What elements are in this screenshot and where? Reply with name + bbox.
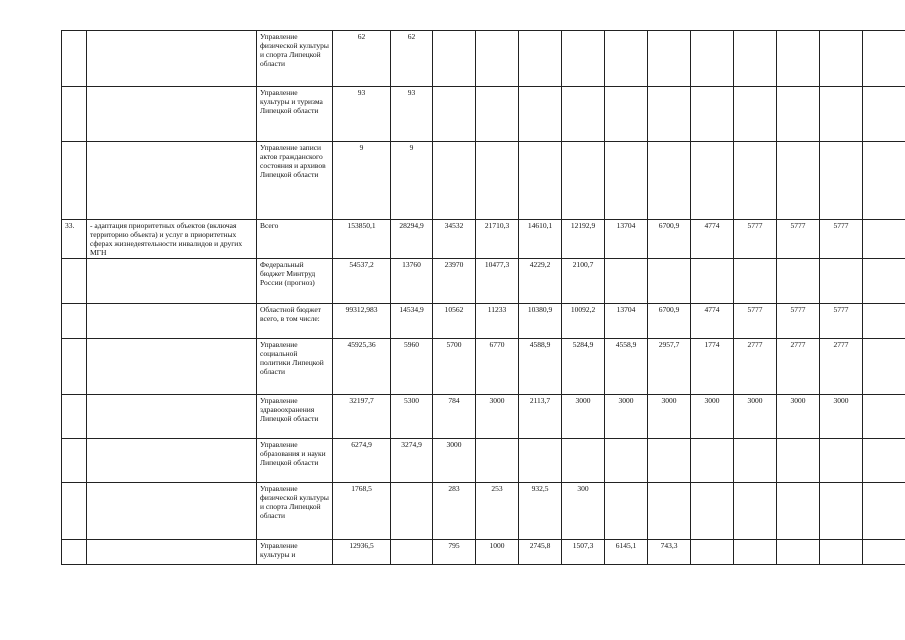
value-cell: 23970: [433, 259, 476, 304]
value-cell: 3274,9: [391, 439, 433, 483]
measure-cell: [87, 87, 257, 142]
row-number-cell: [62, 540, 87, 565]
funding-source-cell: Управление образования и науки Липецкой области: [257, 439, 333, 483]
value-cell: 1768,5: [333, 483, 391, 540]
table-row: [62, 339, 905, 395]
value-cell: 3000: [562, 395, 605, 439]
value-cell: 10477,3: [476, 259, 519, 304]
value-cell: 13760: [391, 259, 433, 304]
value-cell: [391, 540, 433, 565]
value-cell: [820, 540, 863, 565]
funding-source-cell: Управление записи актов гражданского состояния и архивов Липецкой области: [257, 142, 333, 220]
value-cell: [562, 87, 605, 142]
measure-cell: - адаптация приоритетных объектов (включая территорию объекта) и услуг в приоритетных сферах жизнедеятельности инвалидов и других МГН: [87, 220, 257, 259]
table-row: [62, 87, 905, 142]
empty-cell: [863, 142, 905, 220]
value-cell: [433, 31, 476, 87]
value-cell: 10092,2: [562, 304, 605, 339]
value-cell: 3000: [820, 395, 863, 439]
empty-cell: [863, 87, 905, 142]
table-row: [62, 259, 905, 304]
measure-cell: [87, 31, 257, 87]
value-cell: 28294,9: [391, 220, 433, 259]
value-cell: 4588,9: [519, 339, 562, 395]
funding-source-cell: Всего: [257, 220, 333, 259]
table-row: [62, 540, 905, 565]
empty-cell: [863, 339, 905, 395]
value-cell: 795: [433, 540, 476, 565]
value-cell: 9: [391, 142, 433, 220]
value-cell: [605, 439, 648, 483]
value-cell: 4558,9: [605, 339, 648, 395]
row-number-cell: 33.: [62, 220, 87, 259]
value-cell: 45925,36: [333, 339, 391, 395]
funding-source-cell: Управление здравоохранения Липецкой области: [257, 395, 333, 439]
row-number-cell: [62, 304, 87, 339]
value-cell: 4774: [691, 220, 734, 259]
value-cell: 3000: [648, 395, 691, 439]
value-cell: [605, 142, 648, 220]
value-cell: 5777: [777, 304, 820, 339]
measure-cell: [87, 439, 257, 483]
value-cell: [648, 439, 691, 483]
value-cell: [691, 439, 734, 483]
value-cell: 784: [433, 395, 476, 439]
value-cell: 3000: [476, 395, 519, 439]
empty-cell: [863, 31, 905, 87]
value-cell: 2100,7: [562, 259, 605, 304]
value-cell: 13704: [605, 304, 648, 339]
value-cell: [820, 87, 863, 142]
value-cell: [605, 259, 648, 304]
value-cell: 283: [433, 483, 476, 540]
value-cell: 14610,1: [519, 220, 562, 259]
value-cell: [562, 31, 605, 87]
value-cell: [691, 142, 734, 220]
value-cell: 5300: [391, 395, 433, 439]
value-cell: 13704: [605, 220, 648, 259]
funding-source-cell: Областной бюджет всего, в том числе:: [257, 304, 333, 339]
value-cell: 1000: [476, 540, 519, 565]
value-cell: 932,5: [519, 483, 562, 540]
table-row: [62, 483, 905, 540]
funding-source-cell: Управление социальной политики Липецкой области: [257, 339, 333, 395]
value-cell: 2745,8: [519, 540, 562, 565]
value-cell: 1507,3: [562, 540, 605, 565]
value-cell: [605, 31, 648, 87]
value-cell: 3000: [605, 395, 648, 439]
value-cell: 3000: [734, 395, 777, 439]
value-cell: [734, 439, 777, 483]
table-row: [62, 439, 905, 483]
value-cell: 6145,1: [605, 540, 648, 565]
value-cell: 12192,9: [562, 220, 605, 259]
value-cell: 11233: [476, 304, 519, 339]
value-cell: 32197,7: [333, 395, 391, 439]
value-cell: 300: [562, 483, 605, 540]
value-cell: [777, 259, 820, 304]
value-cell: [777, 31, 820, 87]
value-cell: [605, 87, 648, 142]
row-number-cell: [62, 395, 87, 439]
empty-cell: [863, 439, 905, 483]
value-cell: [391, 483, 433, 540]
measure-cell: [87, 395, 257, 439]
value-cell: 12936,5: [333, 540, 391, 565]
value-cell: [777, 540, 820, 565]
value-cell: [777, 87, 820, 142]
value-cell: [562, 439, 605, 483]
budget-table: [61, 30, 905, 565]
table-row: [62, 395, 905, 439]
value-cell: [820, 142, 863, 220]
row-number-cell: [62, 31, 87, 87]
empty-cell: [863, 259, 905, 304]
value-cell: [519, 142, 562, 220]
funding-source-cell: Управление культуры и туризма Липецкой области: [257, 87, 333, 142]
value-cell: 21710,3: [476, 220, 519, 259]
value-cell: [691, 31, 734, 87]
value-cell: 54537,2: [333, 259, 391, 304]
measure-cell: [87, 304, 257, 339]
value-cell: 5777: [820, 220, 863, 259]
value-cell: [820, 259, 863, 304]
value-cell: 5777: [734, 220, 777, 259]
funding-source-cell: Управление культуры и: [257, 540, 333, 565]
value-cell: 2777: [777, 339, 820, 395]
table-row: [62, 31, 905, 87]
value-cell: [562, 142, 605, 220]
value-cell: 93: [391, 87, 433, 142]
value-cell: [519, 31, 562, 87]
value-cell: 6770: [476, 339, 519, 395]
empty-cell: [863, 540, 905, 565]
value-cell: [734, 259, 777, 304]
value-cell: 5777: [820, 304, 863, 339]
value-cell: 2777: [820, 339, 863, 395]
value-cell: [476, 439, 519, 483]
value-cell: 34532: [433, 220, 476, 259]
value-cell: 10380,9: [519, 304, 562, 339]
value-cell: [734, 540, 777, 565]
value-cell: [820, 483, 863, 540]
value-cell: [734, 87, 777, 142]
value-cell: [433, 87, 476, 142]
value-cell: [734, 142, 777, 220]
value-cell: 2957,7: [648, 339, 691, 395]
measure-cell: [87, 483, 257, 540]
funding-source-cell: Федеральный бюджет Минтруд России (прогноз): [257, 259, 333, 304]
value-cell: [777, 142, 820, 220]
value-cell: 10562: [433, 304, 476, 339]
value-cell: [734, 31, 777, 87]
table-row: [62, 220, 905, 259]
value-cell: 5960: [391, 339, 433, 395]
row-number-cell: [62, 483, 87, 540]
value-cell: 4774: [691, 304, 734, 339]
empty-cell: [863, 483, 905, 540]
measure-cell: [87, 259, 257, 304]
value-cell: 93: [333, 87, 391, 142]
funding-source-cell: Управление физической культуры и спорта Липецкой области: [257, 31, 333, 87]
table-row: [62, 142, 905, 220]
value-cell: 5700: [433, 339, 476, 395]
value-cell: 3000: [433, 439, 476, 483]
value-cell: 14534,9: [391, 304, 433, 339]
value-cell: [777, 483, 820, 540]
value-cell: [820, 31, 863, 87]
value-cell: 99312,983: [333, 304, 391, 339]
table-row: [62, 304, 905, 339]
value-cell: 153850,1: [333, 220, 391, 259]
value-cell: [476, 87, 519, 142]
value-cell: [433, 142, 476, 220]
value-cell: [734, 483, 777, 540]
empty-cell: [863, 304, 905, 339]
empty-cell: [863, 220, 905, 259]
value-cell: 62: [391, 31, 433, 87]
measure-cell: [87, 142, 257, 220]
value-cell: [648, 31, 691, 87]
value-cell: [820, 439, 863, 483]
value-cell: 62: [333, 31, 391, 87]
value-cell: 6700,9: [648, 304, 691, 339]
value-cell: 3000: [691, 395, 734, 439]
value-cell: 4229,2: [519, 259, 562, 304]
value-cell: [519, 87, 562, 142]
value-cell: 253: [476, 483, 519, 540]
value-cell: [519, 439, 562, 483]
value-cell: 6700,9: [648, 220, 691, 259]
value-cell: [476, 31, 519, 87]
row-number-cell: [62, 142, 87, 220]
value-cell: [777, 439, 820, 483]
row-number-cell: [62, 439, 87, 483]
value-cell: 5777: [777, 220, 820, 259]
value-cell: [691, 87, 734, 142]
value-cell: 1774: [691, 339, 734, 395]
value-cell: 2777: [734, 339, 777, 395]
funding-source-cell: Управление физической культуры и спорта Липецкой области: [257, 483, 333, 540]
measure-cell: [87, 339, 257, 395]
value-cell: [648, 142, 691, 220]
value-cell: [691, 483, 734, 540]
value-cell: [605, 483, 648, 540]
value-cell: [691, 540, 734, 565]
value-cell: [476, 142, 519, 220]
value-cell: 5284,9: [562, 339, 605, 395]
value-cell: 3000: [777, 395, 820, 439]
value-cell: [691, 259, 734, 304]
row-number-cell: [62, 87, 87, 142]
value-cell: 5777: [734, 304, 777, 339]
value-cell: 2113,7: [519, 395, 562, 439]
empty-cell: [863, 395, 905, 439]
value-cell: 6274,9: [333, 439, 391, 483]
value-cell: 9: [333, 142, 391, 220]
row-number-cell: [62, 259, 87, 304]
value-cell: 743,3: [648, 540, 691, 565]
value-cell: [648, 259, 691, 304]
measure-cell: [87, 540, 257, 565]
value-cell: [648, 87, 691, 142]
row-number-cell: [62, 339, 87, 395]
value-cell: [648, 483, 691, 540]
